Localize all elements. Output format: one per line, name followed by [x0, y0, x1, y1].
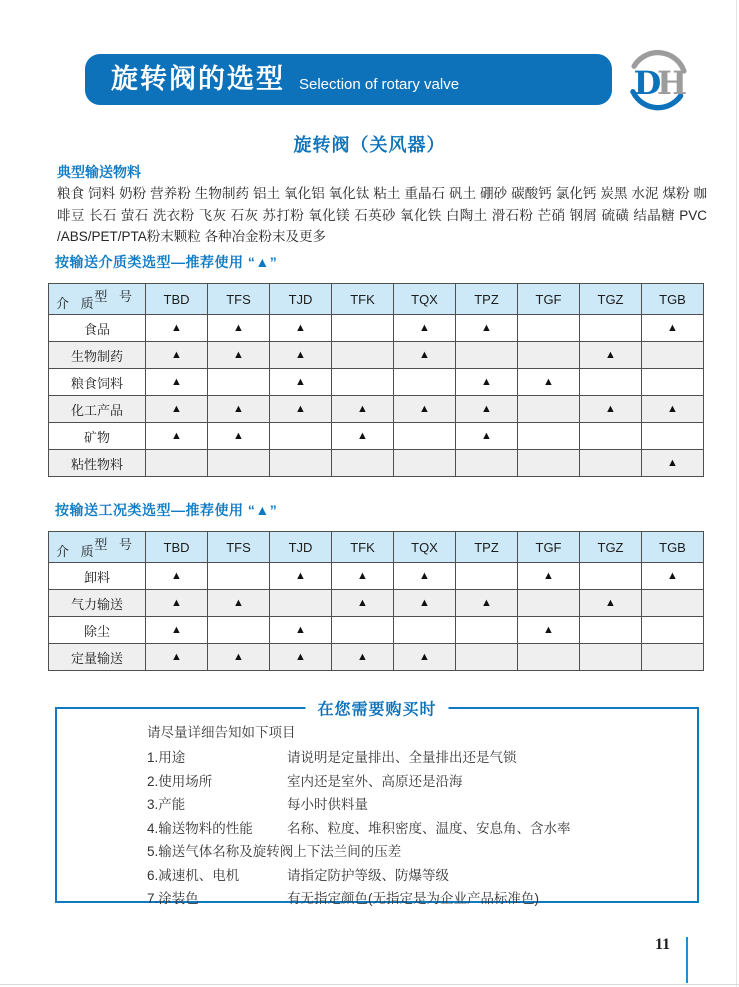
empty-cell	[580, 315, 642, 342]
table-row	[49, 617, 704, 644]
recommend-mark-cell: ▲	[146, 644, 208, 671]
empty-cell	[642, 590, 704, 617]
empty-cell	[580, 563, 642, 590]
table-row	[49, 450, 704, 477]
recommend-mark-cell: ▲	[456, 396, 518, 423]
purchase-item	[147, 868, 685, 884]
recommend-mark-cell: ▲	[208, 342, 270, 369]
recommend-mark-cell: ▲	[146, 590, 208, 617]
empty-cell	[518, 423, 580, 450]
recommend-mark-cell: ▲	[642, 563, 704, 590]
table-row	[49, 396, 704, 423]
model-column-header: TJD	[270, 284, 332, 315]
recommend-mark-cell: ▲	[146, 342, 208, 369]
model-column-header: TFS	[208, 532, 270, 563]
purchase-item	[147, 750, 685, 766]
table-corner-cell	[49, 284, 146, 315]
recommend-mark-cell: ▲	[332, 423, 394, 450]
banner-subtitle: Selection of rotary valve	[299, 76, 460, 93]
model-column-header: TGZ	[580, 532, 642, 563]
empty-cell	[456, 342, 518, 369]
row-label-cell: 卸料	[49, 563, 146, 590]
empty-cell	[642, 423, 704, 450]
corner-medium-label: 介 质	[56, 544, 98, 559]
empty-cell	[518, 396, 580, 423]
recommend-mark-cell: ▲	[518, 617, 580, 644]
svg-text:D: D	[633, 63, 662, 102]
recommend-mark-cell: ▲	[270, 617, 332, 644]
model-column-header: TPZ	[456, 284, 518, 315]
row-label-cell: 粮食饲料	[49, 369, 146, 396]
model-column-header: TGZ	[580, 284, 642, 315]
empty-cell	[642, 342, 704, 369]
empty-cell	[270, 590, 332, 617]
model-column-header: TBD	[146, 284, 208, 315]
recommend-mark-cell: ▲	[208, 315, 270, 342]
empty-cell	[580, 423, 642, 450]
condition-selection-table	[48, 531, 704, 671]
dh-logo-svg	[624, 46, 692, 114]
table-row	[49, 369, 704, 396]
table-row	[49, 315, 704, 342]
empty-cell	[332, 369, 394, 396]
corner-model-label: 型 号	[94, 289, 136, 304]
purchase-item-desc: 请说明是定量排出、全量排出还是气锁	[287, 750, 517, 765]
empty-cell	[208, 450, 270, 477]
recommend-mark-cell: ▲	[456, 369, 518, 396]
recommend-mark-cell: ▲	[642, 396, 704, 423]
empty-cell	[518, 342, 580, 369]
row-label-cell: 气力输送	[49, 590, 146, 617]
empty-cell	[456, 644, 518, 671]
svg-text:H: H	[656, 63, 688, 102]
empty-cell	[456, 617, 518, 644]
empty-cell	[332, 315, 394, 342]
purchase-list	[147, 750, 685, 907]
page-number: 11	[655, 936, 671, 953]
purchase-item-desc: 每小时供料量	[287, 797, 368, 812]
model-column-header: TFK	[332, 284, 394, 315]
empty-cell	[332, 450, 394, 477]
row-label-cell: 生物制药	[49, 342, 146, 369]
empty-cell	[580, 450, 642, 477]
empty-cell	[580, 369, 642, 396]
purchase-item-label: 7.涂装色	[147, 891, 199, 906]
scan-edge-bottom	[0, 984, 739, 985]
empty-cell	[332, 617, 394, 644]
model-column-header: TFS	[208, 284, 270, 315]
recommend-mark-cell: ▲	[456, 423, 518, 450]
empty-cell	[642, 369, 704, 396]
materials-heading: 典型输送物料	[57, 164, 141, 180]
model-column-header: TGF	[518, 284, 580, 315]
recommend-mark-cell: ▲	[456, 590, 518, 617]
empty-cell	[456, 563, 518, 590]
recommend-mark-cell: ▲	[208, 590, 270, 617]
empty-cell	[394, 450, 456, 477]
purchase-item	[147, 821, 685, 837]
purchase-item-desc: 有无指定颜色(无指定是为企业产品标准色)	[287, 891, 539, 906]
model-column-header: TGB	[642, 532, 704, 563]
recommend-mark-cell: ▲	[270, 369, 332, 396]
purchase-content	[147, 725, 685, 915]
empty-cell	[394, 369, 456, 396]
purchase-info-box	[55, 701, 699, 906]
recommend-mark-cell: ▲	[394, 644, 456, 671]
model-column-header: TGF	[518, 532, 580, 563]
recommend-mark-cell: ▲	[456, 315, 518, 342]
empty-cell	[208, 563, 270, 590]
purchase-intro: 请尽量详细告知如下项目	[147, 725, 296, 740]
recommend-mark-cell: ▲	[642, 450, 704, 477]
table-row	[49, 423, 704, 450]
empty-cell	[456, 450, 518, 477]
empty-cell	[642, 617, 704, 644]
row-label-cell: 除尘	[49, 617, 146, 644]
model-column-header: TGB	[642, 284, 704, 315]
row-label-cell: 定量输送	[49, 644, 146, 671]
recommend-mark-cell: ▲	[332, 396, 394, 423]
purchase-item-label: 4.输送物料的性能	[147, 820, 253, 836]
purchase-item-desc: 名称、粒度、堆积密度、温度、安息角、含水率	[287, 820, 571, 836]
recommend-mark-cell: ▲	[394, 396, 456, 423]
purchase-item	[147, 797, 685, 813]
recommend-mark-cell: ▲	[146, 315, 208, 342]
recommend-mark-cell: ▲	[146, 369, 208, 396]
empty-cell	[642, 644, 704, 671]
table-row	[49, 644, 704, 671]
purchase-item-desc: 室内还是室外、高原还是沿海	[287, 773, 463, 789]
model-column-header: TFK	[332, 532, 394, 563]
recommend-mark-cell: ▲	[270, 644, 332, 671]
recommend-mark-cell: ▲	[270, 342, 332, 369]
table-caption-medium: 按输送介质类选型—推荐使用 “▲”	[55, 254, 278, 270]
footer-accent-line	[686, 937, 688, 983]
recommend-mark-cell: ▲	[518, 369, 580, 396]
purchase-item	[147, 891, 685, 907]
recommend-mark-cell: ▲	[580, 396, 642, 423]
purchase-item-label: 6.减速机、电机	[147, 867, 240, 883]
empty-cell	[208, 369, 270, 396]
recommend-mark-cell: ▲	[208, 644, 270, 671]
model-column-header: TQX	[394, 284, 456, 315]
empty-cell	[270, 423, 332, 450]
empty-cell	[270, 450, 332, 477]
model-column-header: TPZ	[456, 532, 518, 563]
recommend-mark-cell: ▲	[208, 423, 270, 450]
purchase-item-desc	[401, 844, 685, 860]
recommend-mark-cell: ▲	[270, 315, 332, 342]
purchase-item-label: 1.用途	[147, 750, 186, 765]
empty-cell	[518, 644, 580, 671]
table-corner-cell	[49, 532, 146, 563]
table-row	[49, 563, 704, 590]
banner-title: 旋转阀的选型	[111, 64, 285, 94]
recommend-mark-cell: ▲	[270, 563, 332, 590]
recommend-mark-cell: ▲	[518, 563, 580, 590]
purchase-item	[147, 844, 685, 860]
recommend-mark-cell: ▲	[332, 590, 394, 617]
recommend-mark-cell: ▲	[270, 396, 332, 423]
empty-cell	[518, 590, 580, 617]
purchase-item	[147, 774, 685, 790]
purchase-item-desc: 请指定防护等级、防爆等级	[287, 867, 449, 883]
recommend-mark-cell: ▲	[332, 563, 394, 590]
model-column-header: TQX	[394, 532, 456, 563]
empty-cell	[580, 617, 642, 644]
row-label-cell: 粘性物料	[49, 450, 146, 477]
purchase-item-label: 2.使用场所	[147, 773, 213, 789]
recommend-mark-cell: ▲	[394, 563, 456, 590]
empty-cell	[518, 315, 580, 342]
purchase-item-label: 3.产能	[147, 797, 186, 812]
recommend-mark-cell: ▲	[580, 342, 642, 369]
recommend-mark-cell: ▲	[580, 590, 642, 617]
header-banner	[85, 54, 612, 105]
empty-cell	[394, 617, 456, 644]
empty-cell	[394, 423, 456, 450]
table-header-row	[49, 532, 704, 563]
table-caption-condition: 按输送工况类选型—推荐使用 “▲”	[55, 502, 278, 518]
recommend-mark-cell: ▲	[642, 315, 704, 342]
purchase-box-title: 在您需要购买时	[305, 696, 448, 719]
empty-cell	[332, 342, 394, 369]
table-row	[49, 342, 704, 369]
recommend-mark-cell: ▲	[146, 396, 208, 423]
row-label-cell: 食品	[49, 315, 146, 342]
model-column-header: TJD	[270, 532, 332, 563]
row-label-cell: 化工产品	[49, 396, 146, 423]
model-column-header: TBD	[146, 532, 208, 563]
recommend-mark-cell: ▲	[394, 315, 456, 342]
recommend-mark-cell: ▲	[146, 563, 208, 590]
recommend-mark-cell: ▲	[394, 342, 456, 369]
empty-cell	[146, 450, 208, 477]
row-label-cell: 矿物	[49, 423, 146, 450]
recommend-mark-cell: ▲	[208, 396, 270, 423]
dh-logo-icon	[624, 46, 692, 114]
recommend-mark-cell: ▲	[146, 617, 208, 644]
empty-cell	[580, 644, 642, 671]
medium-selection-table	[48, 283, 704, 477]
empty-cell	[518, 450, 580, 477]
page-title: 旋转阀（关风器）	[293, 135, 446, 155]
materials-body: 粮食 饲料 奶粉 营养粉 生物制药 铝土 氧化铝 氧化钛 粘土 重晶石 矾土 硼砂 碳酸钙 氯化钙 炭黑 水泥 煤粉 咖啡豆 长石 萤石 洗衣粉 飞灰 石灰 苏打粉 氧化镁 石英砂 氧化铁 白陶土 滑石粉 芒硝 钢屑 硫磺 结晶糖 PVC /ABS/PET/PTA粉末颗粒 各种冶金粉末及更多	[57, 186, 707, 245]
scan-edge-right	[736, 0, 737, 987]
recommend-mark-cell: ▲	[394, 590, 456, 617]
corner-model-label: 型 号	[94, 537, 136, 552]
table-row	[49, 590, 704, 617]
recommend-mark-cell: ▲	[332, 644, 394, 671]
empty-cell	[208, 617, 270, 644]
purchase-item-label: 5.输送气体名称及旋转阀上下法兰间的压差	[147, 844, 402, 859]
corner-medium-label: 介 质	[56, 296, 98, 311]
table-header-row	[49, 284, 704, 315]
recommend-mark-cell: ▲	[146, 423, 208, 450]
